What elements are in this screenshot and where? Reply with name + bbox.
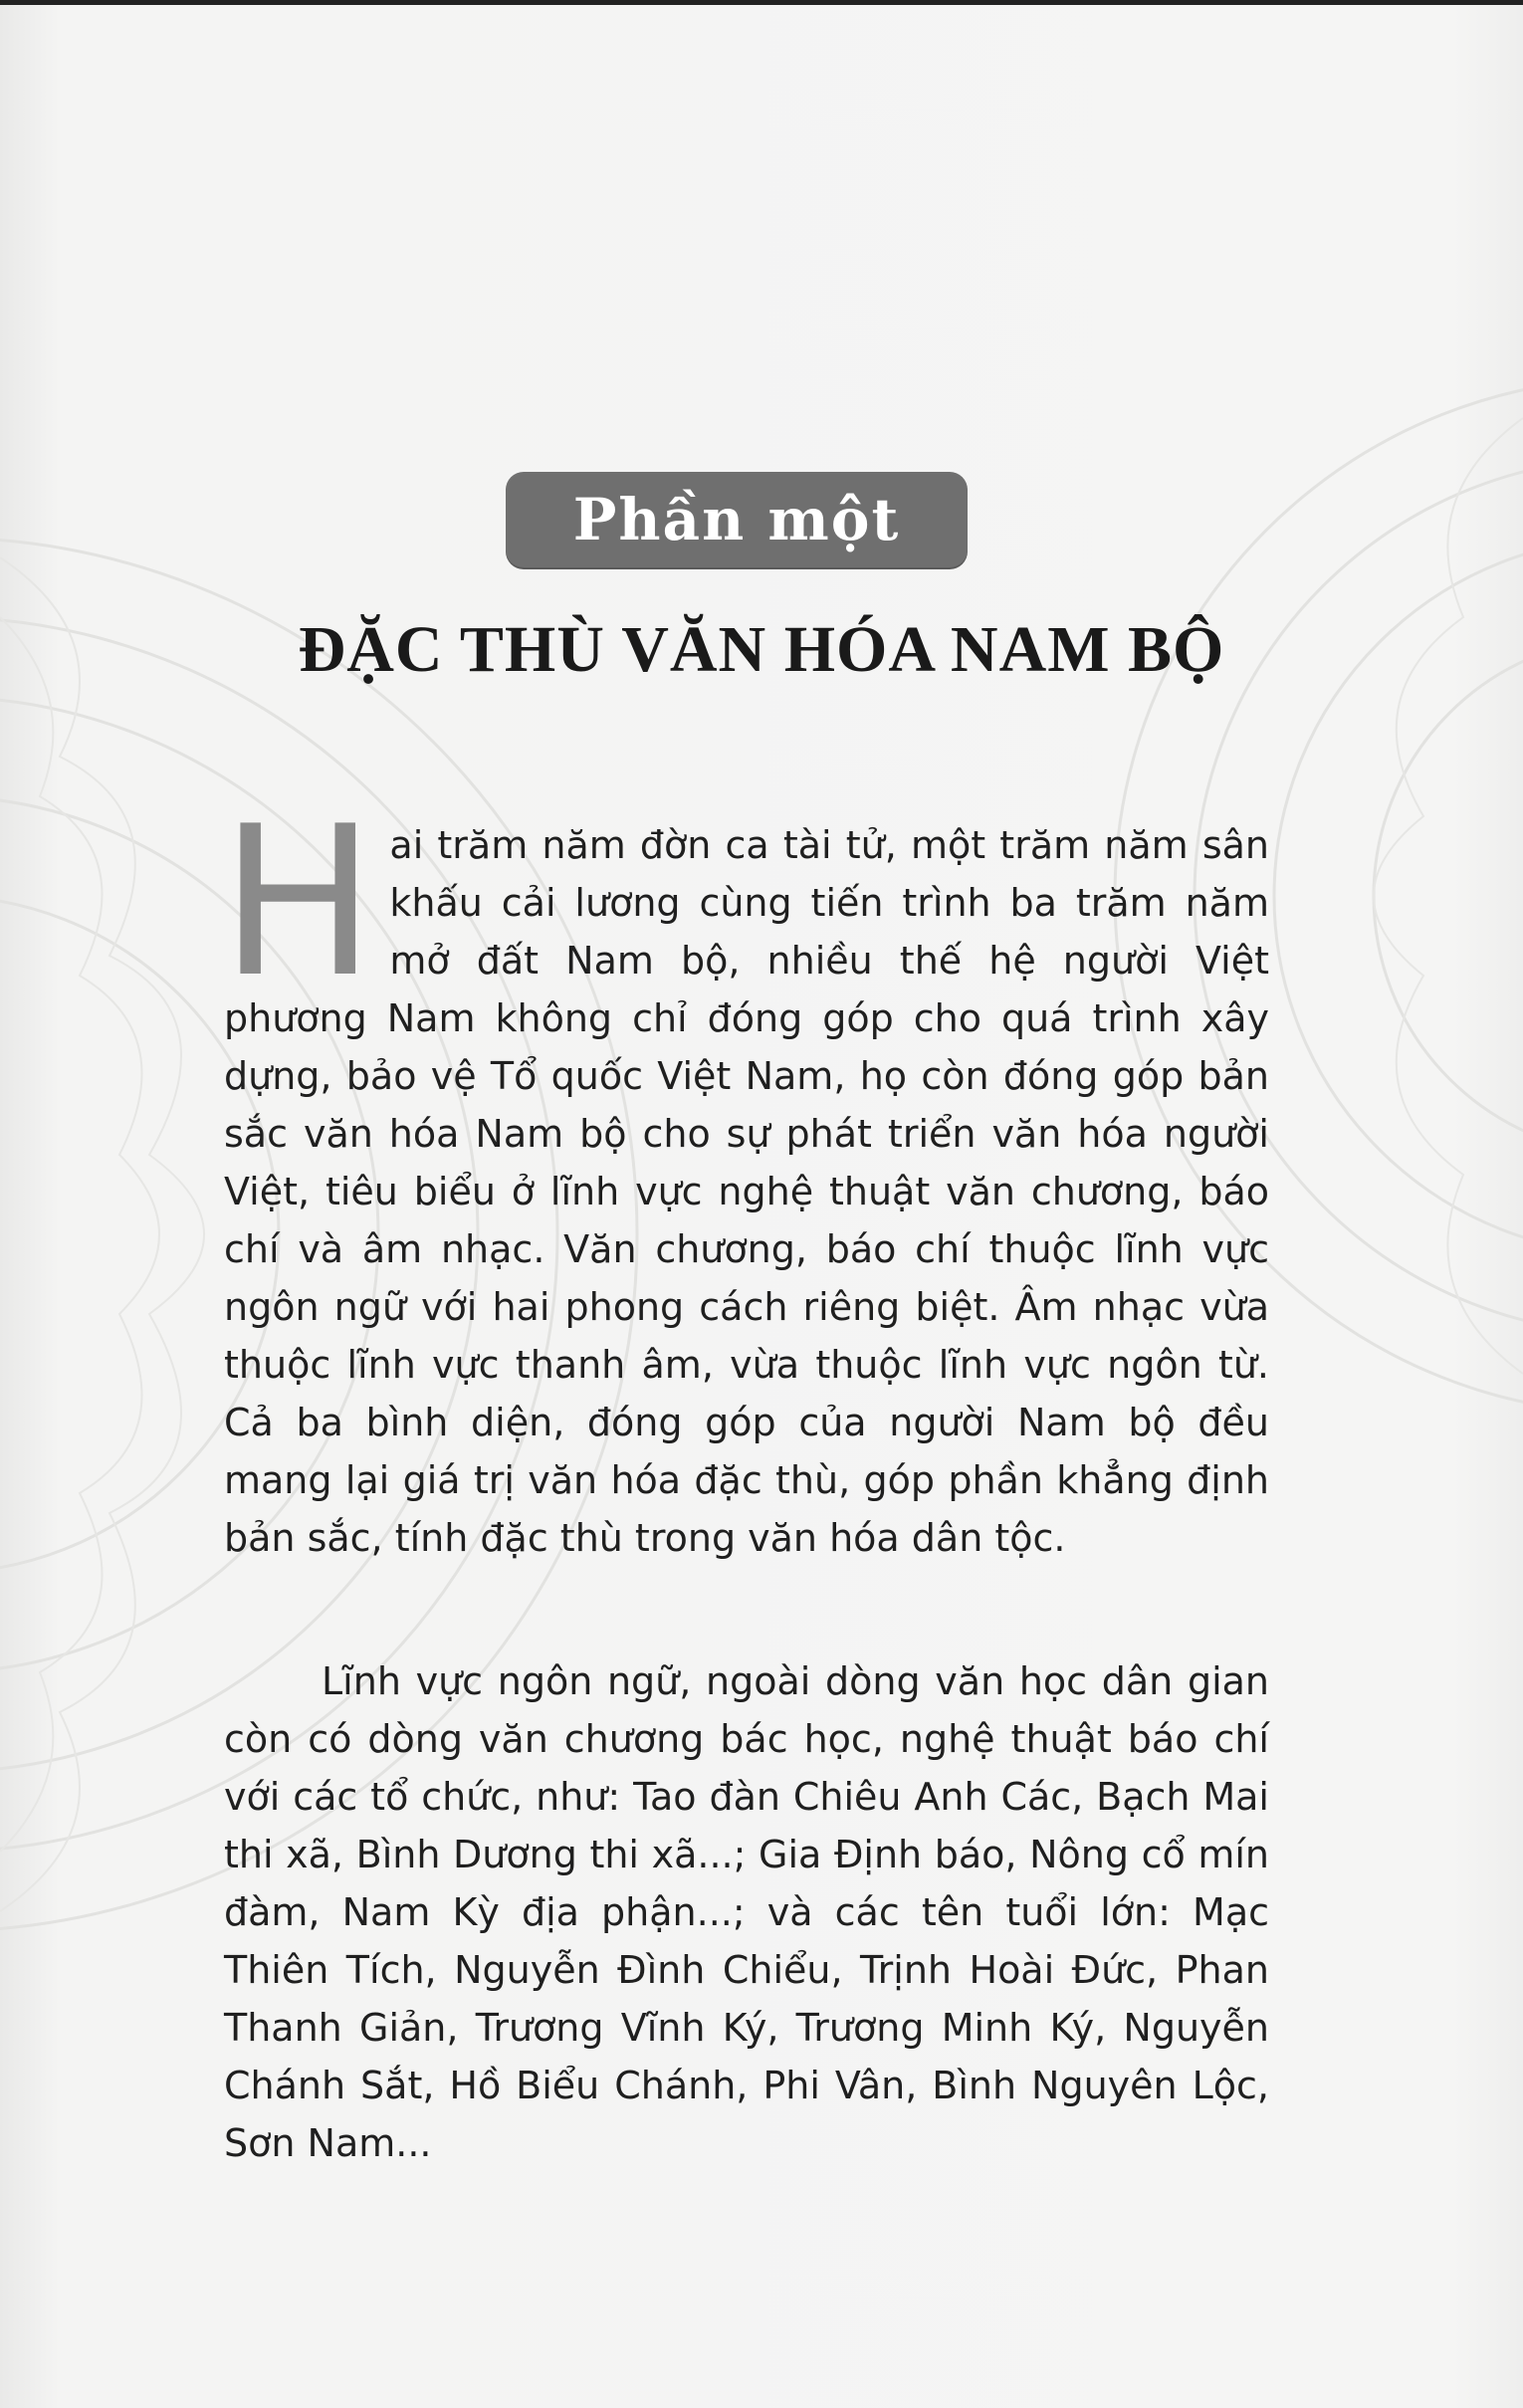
- paragraph-1-text: ai trăm năm đờn ca tài tử, một trăm năm sân khấu cải lương cùng tiến trình ba trăm năm mở đất Nam bộ, nhiều thế hệ người Việt phương Nam không chỉ đóng góp cho quá trình xây dựng, bảo vệ Tổ quốc Việt Nam, họ còn đóng góp bản sắc văn hóa Nam bộ cho sự phát triển văn hóa người Việt, tiêu biểu ở lĩnh vực nghệ thuật văn chương, báo chí và âm nhạc. Văn chương, báo chí thuộc lĩnh vực ngôn ngữ với hai phong cách riêng biệt. Âm nhạc vừa thuộc lĩnh vực thanh âm, vừa thuộc lĩnh vực ngôn từ. Cả ba bình diện, đóng góp của người Nam bộ đều mang lại giá trị văn hóa đặc thù, góp phần khẳng định bản sắc, tính đặc thù trong văn hóa dân tộc.: [224, 823, 1269, 1560]
- part-label-badge: [506, 472, 968, 567]
- paragraph-2: Lĩnh vực ngôn ngữ, ngoài dòng văn học dân gian còn có dòng văn chương bác học, nghệ thuật báo chí với các tổ chức, như: Tao đàn Chiêu Anh Các, Bạch Mai thi xã, Bình Dương thi xã...; Gia Định báo, Nông cổ mín đàm, Nam Kỳ địa phận...; và các tên tuổi lớn: Mạc Thiên Tích, Nguyễn Đình Chiểu, Trịnh Hoài Đức, Phan Thanh Giản, Trương Vĩnh Ký, Trương Minh Ký, Nguyễn Chánh Sắt, Hồ Biểu Chánh, Phi Vân, Bình Nguyên Lộc, Sơn Nam...: [224, 1659, 1269, 2165]
- top-edge-rule: [0, 0, 1523, 5]
- drop-cap: H: [220, 782, 376, 1023]
- part-label: Phần một: [572, 486, 901, 553]
- part-title: ĐẶC THÙ VĂN HÓA NAM BỘ: [298, 613, 1225, 686]
- paragraph-1: [220, 782, 1269, 1567]
